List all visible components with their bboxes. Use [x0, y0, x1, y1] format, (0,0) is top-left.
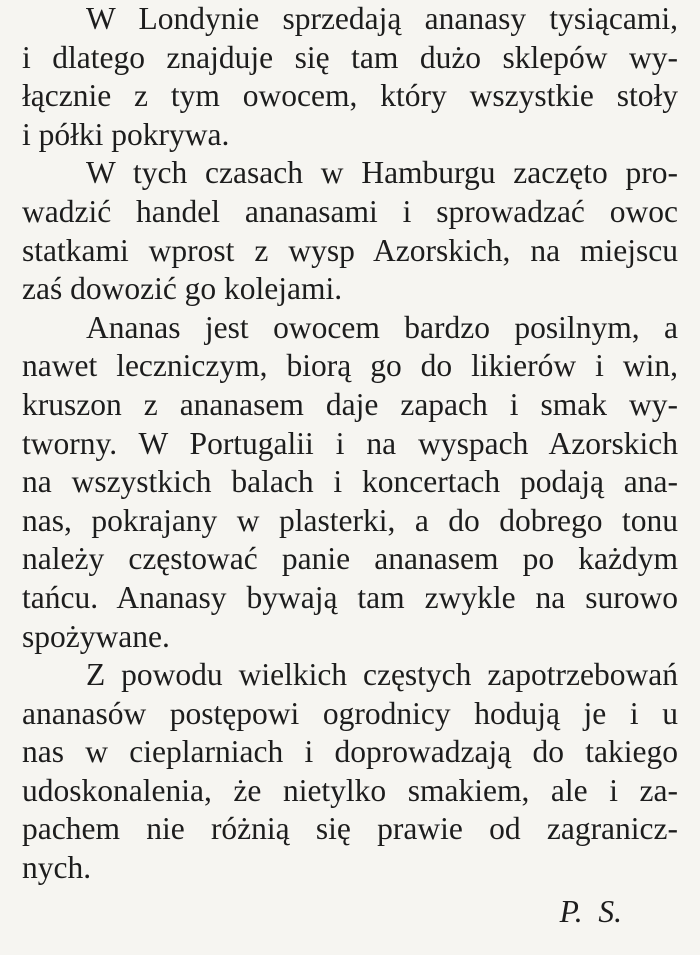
text-line: W tych czasach w Hamburgu zaczęto pro-: [86, 155, 678, 191]
text-line: na wszystkich balach i koncertach podają ana-: [22, 464, 678, 500]
text-line: nas, pokrajany w plasterki, a do dobrego tonu: [22, 502, 678, 538]
text-line: wadzić handel ananasami i sprowadzać owoc: [22, 193, 678, 229]
paragraph-3: [22, 309, 678, 656]
text-line: i dlatego znajduje się tam dużo sklepów wy-: [22, 39, 678, 75]
paragraph-2: [22, 154, 678, 308]
text-line: statkami wprost z wysp Azorskich, na miejscu: [22, 232, 678, 268]
text-line: udoskonalenia, że nietylko smakiem, ale i za-: [22, 772, 678, 808]
text-line: Z powodu wielkich częstych zapotrzebowań: [86, 657, 678, 693]
text-line: kruszon z ananasem daje zapach i smak wy-: [22, 386, 678, 422]
text-line: Ananas jest owocem bardzo posilnym, a: [86, 309, 678, 345]
text-line: tańcu. Ananasy bywają tam zwykle na surowo: [22, 579, 678, 615]
text-line: nych.: [22, 850, 92, 886]
paragraph-1: [22, 0, 678, 154]
text-line: i półki pokrywa.: [22, 116, 230, 152]
text-line: W Londynie sprzedają ananasy tysiącami,: [86, 1, 678, 36]
text-line: nas w cieplarniach i doprowadzają do takiego: [22, 734, 678, 770]
text-line: zaś dowozić go kolejami.: [22, 271, 343, 307]
author-signature: P. S.: [559, 894, 622, 929]
text-line: łącznie z tym owocem, który wszystkie stoły: [22, 78, 678, 114]
text-line: tworny. W Portugalii i na wyspach Azorskich: [22, 425, 678, 461]
text-line: nawet leczniczym, biorą go do likierów i win,: [22, 348, 678, 384]
paragraph-4: [22, 656, 678, 888]
text-line: spożywane.: [22, 618, 170, 654]
text-line: pachem nie różnią się prawie od zagranicz-: [22, 811, 678, 847]
text-line: należy częstować panie ananasem po każdym: [22, 541, 678, 577]
text-line: ananasów postępowi ogrodnicy hodują je i u: [22, 695, 678, 731]
article-text: [22, 0, 678, 888]
